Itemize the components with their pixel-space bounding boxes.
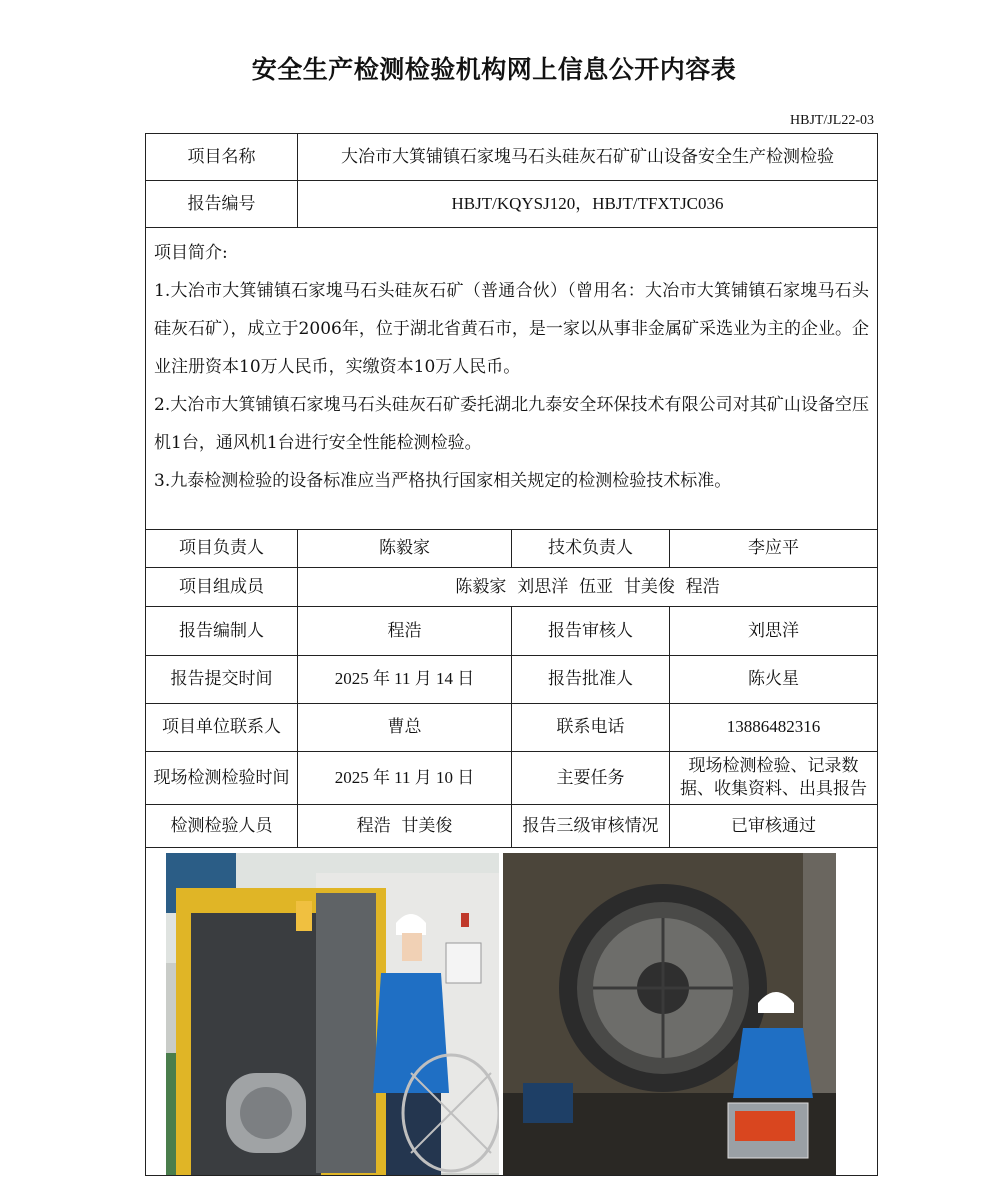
inspectors-label: 检测检验人员 bbox=[146, 805, 298, 848]
main-task-value: 现场检测检验、记录数据、收集资料、出具报告 bbox=[670, 752, 878, 805]
table-row bbox=[146, 704, 878, 752]
intro-paragraph-3: 3.九泰检测检验的设备标准应当严格执行国家相关规定的检测检验技术标准。 bbox=[154, 471, 732, 491]
phone-value: 13886482316 bbox=[670, 704, 878, 752]
technical-leader-label: 技术负责人 bbox=[512, 530, 670, 568]
review-status-value: 已审核通过 bbox=[670, 805, 878, 848]
intro-row bbox=[146, 228, 878, 530]
project-leader-label: 项目负责人 bbox=[146, 530, 298, 568]
intro-paragraph-2: 2.大冶市大箕铺镇石家塊马石头硅灰石矿委托湖北九泰安全环保技术有限公司对其矿山设备空压机1台，通风机1台进行安全性能检测检验。 bbox=[154, 395, 870, 453]
report-number-label: 报告编号 bbox=[146, 181, 298, 228]
table-row bbox=[146, 568, 878, 607]
project-name-label: 项目名称 bbox=[146, 134, 298, 181]
project-name-row bbox=[146, 134, 878, 181]
contact-person-value: 曹总 bbox=[298, 704, 512, 752]
review-status-label: 报告三级审核情况 bbox=[512, 805, 670, 848]
table-row bbox=[146, 607, 878, 656]
document-code: HBJT/JL22-03 bbox=[790, 113, 874, 128]
report-author-value: 程浩 bbox=[298, 607, 512, 656]
intro-heading: 项目简介: bbox=[154, 243, 228, 263]
technical-leader-value: 李应平 bbox=[670, 530, 878, 568]
report-reviewer-label: 报告审核人 bbox=[512, 607, 670, 656]
submit-date-value: 2025 年 11 月 14 日 bbox=[298, 656, 512, 704]
approver-label: 报告批准人 bbox=[512, 656, 670, 704]
project-leader-value: 陈毅家 bbox=[298, 530, 512, 568]
table-row bbox=[146, 530, 878, 568]
project-name-value: 大冶市大箕铺镇石家塊马石头硅灰石矿矿山设备安全生产检测检验 bbox=[298, 134, 878, 181]
main-task-label: 主要任务 bbox=[512, 752, 670, 805]
approver-value: 陈火星 bbox=[670, 656, 878, 704]
onsite-date-label: 现场检测检验时间 bbox=[146, 752, 298, 805]
team-members-label: 项目组成员 bbox=[146, 568, 298, 607]
intro-cell bbox=[146, 228, 878, 530]
report-number-row bbox=[146, 181, 878, 228]
air-compressor-photo bbox=[166, 853, 499, 1175]
team-members-value: 陈毅家 刘思洋 伍亚 甘美俊 程浩 bbox=[298, 568, 878, 607]
report-author-label: 报告编制人 bbox=[146, 607, 298, 656]
table-row bbox=[146, 752, 878, 805]
submit-date-label: 报告提交时间 bbox=[146, 656, 298, 704]
photos-row bbox=[146, 848, 878, 1176]
table-row bbox=[146, 805, 878, 848]
photos-cell bbox=[146, 848, 878, 1176]
report-reviewer-value: 刘思洋 bbox=[670, 607, 878, 656]
info-table bbox=[145, 133, 878, 1176]
onsite-date-value: 2025 年 11 月 10 日 bbox=[298, 752, 512, 805]
ventilator-photo bbox=[503, 853, 836, 1175]
table-row bbox=[146, 656, 878, 704]
report-number-value: HBJT/KQYSJ120，HBJT/TFXTJC036 bbox=[298, 181, 878, 228]
page-title: 安全生产检测检验机构网上信息公开内容表 bbox=[251, 55, 737, 84]
contact-person-label: 项目单位联系人 bbox=[146, 704, 298, 752]
phone-label: 联系电话 bbox=[512, 704, 670, 752]
intro-paragraph-1: 1.大冶市大箕铺镇石家塊马石头硅灰石矿（普通合伙）（曾用名：大冶市大箕铺镇石家塊马石头硅灰石矿），成立于2006年，位于湖北省黄石市，是一家以从事非金属矿采选业为主的企业。企业注册资本10万人民币，实缴资本10万人民币。 bbox=[154, 281, 870, 377]
inspectors-value: 程浩 甘美俊 bbox=[298, 805, 512, 848]
